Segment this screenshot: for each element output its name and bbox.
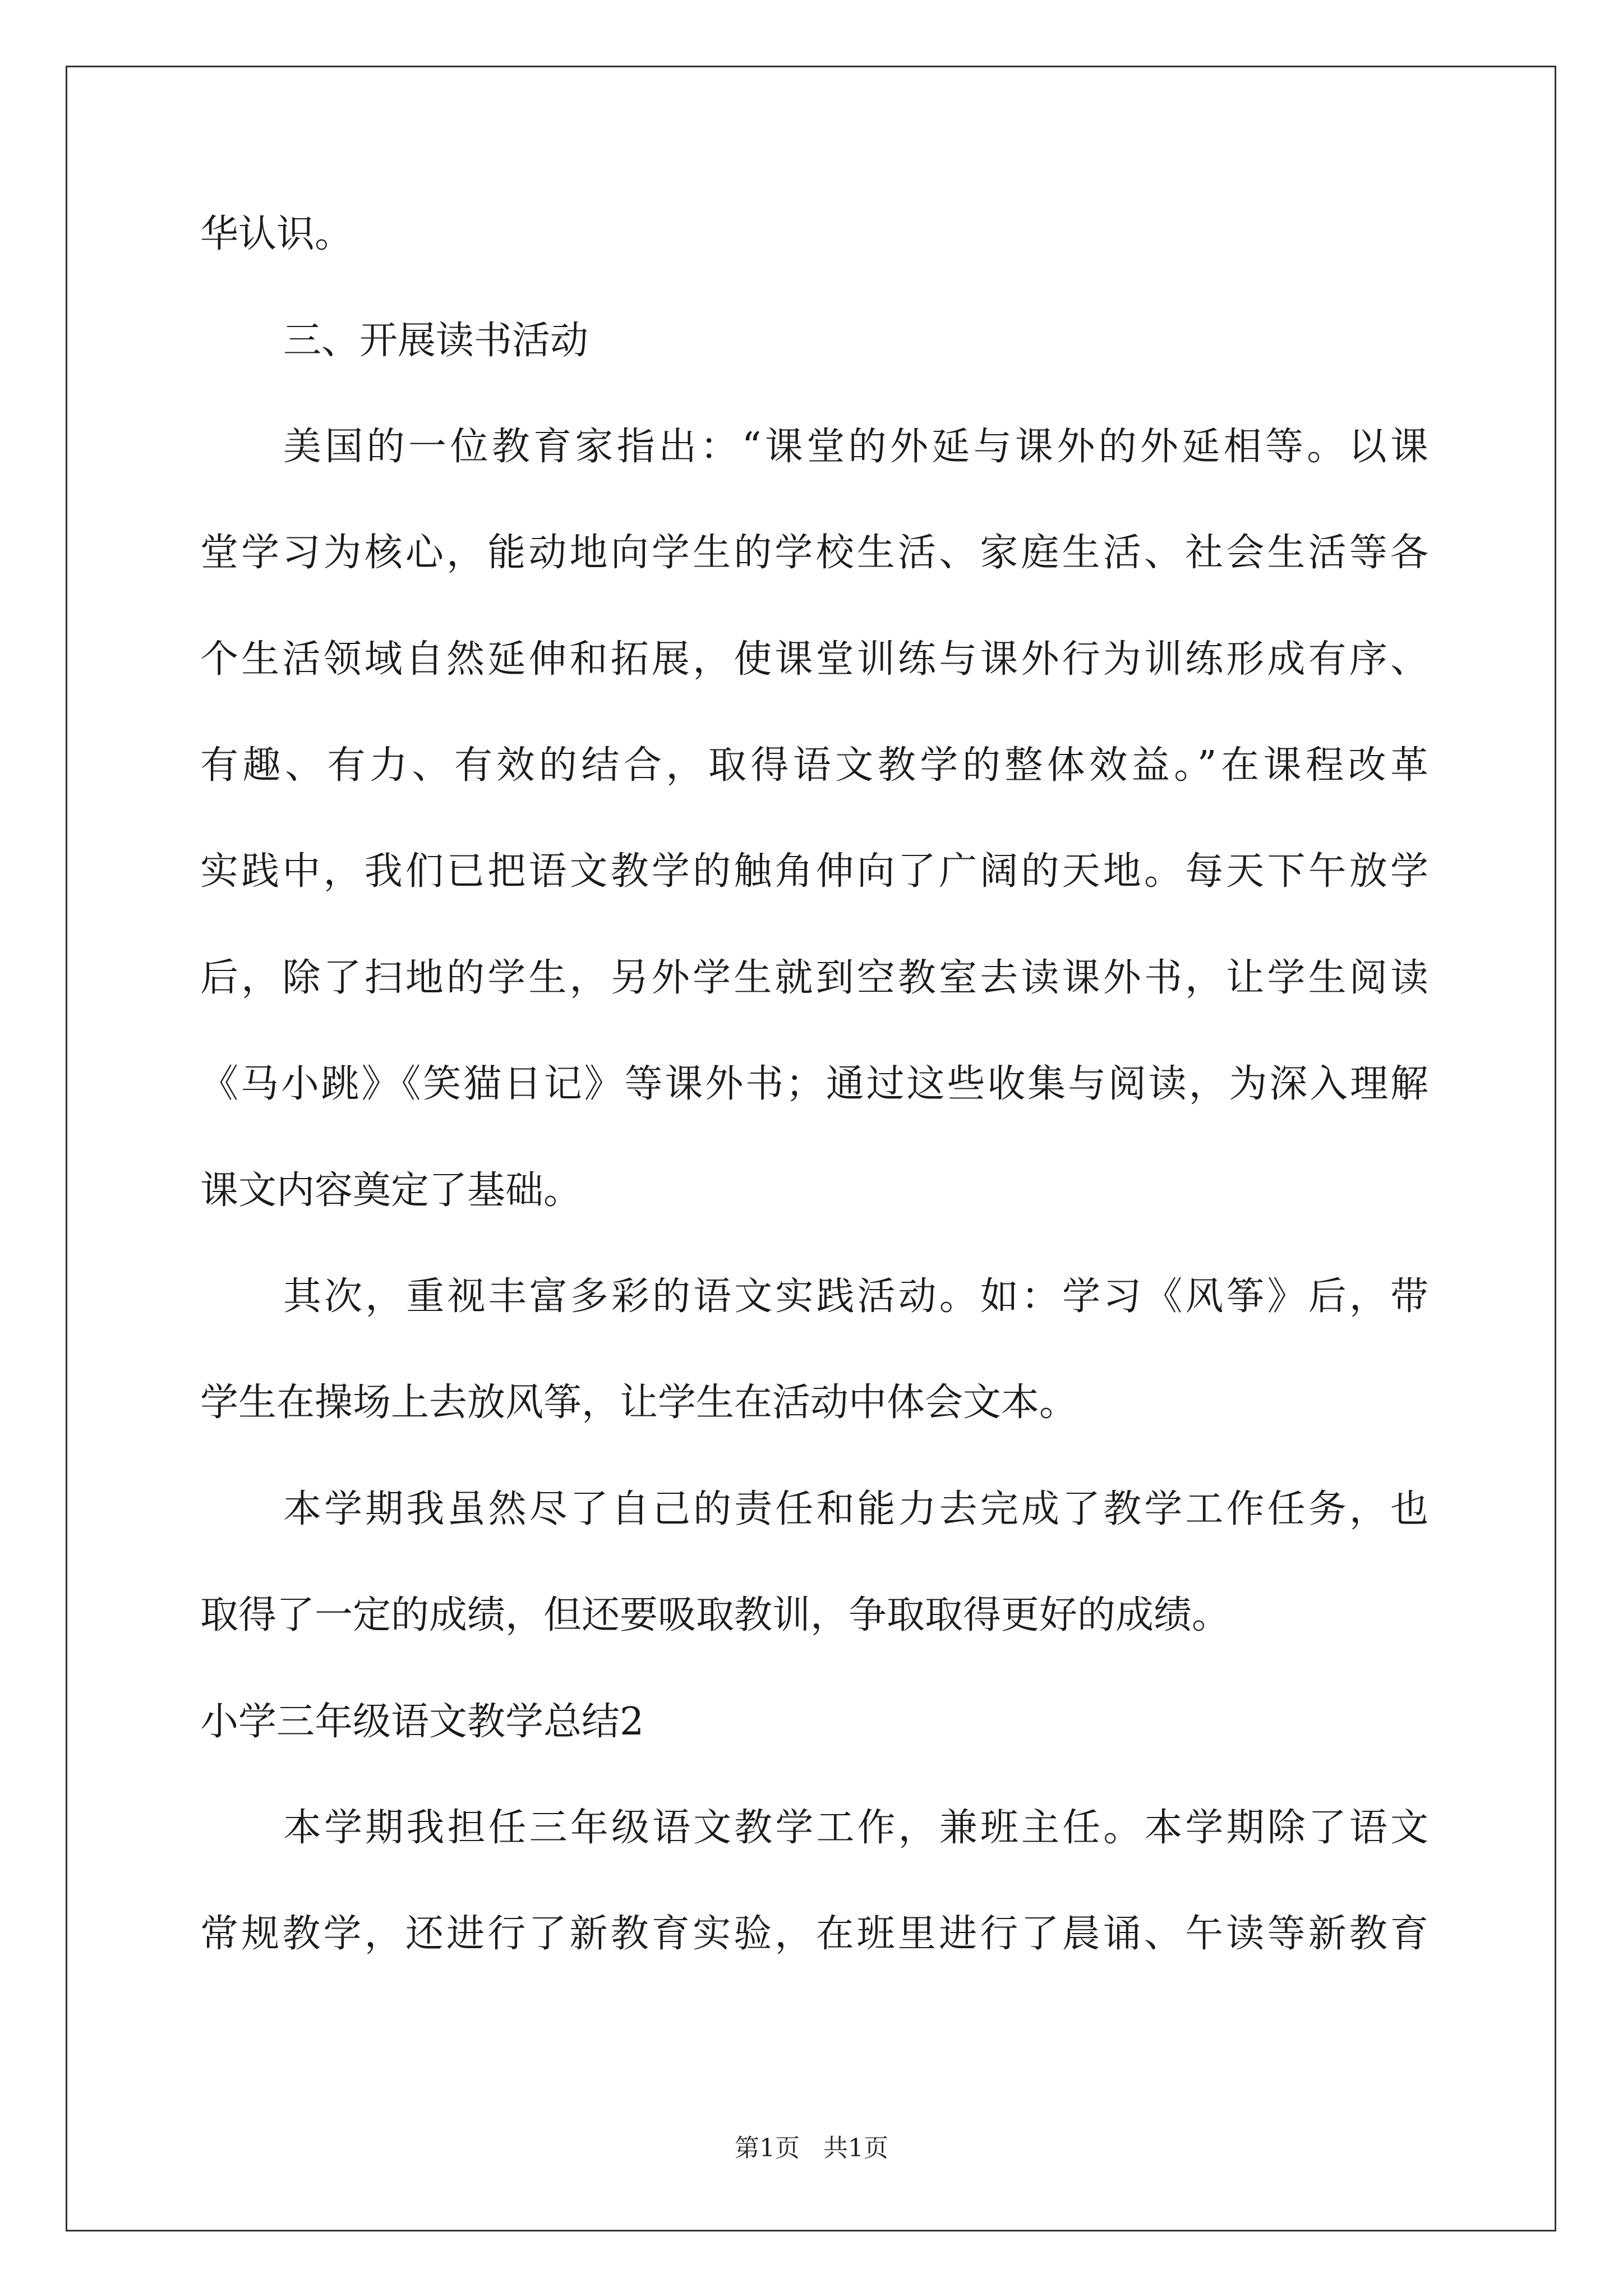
text-line: 堂学习为核心，能动地向学生的学校生活、家庭生活、社会生活等各 [200, 531, 1428, 575]
text-line: 其次，重视丰富多彩的语文实践活动。如：学习《风筝》后，带 [283, 1274, 1428, 1319]
text-line: 实践中，我们已把语文教学的触角伸向了广阔的天地。每天下午放学 [200, 849, 1428, 894]
text-line: 美国的一位教育家指出：“课堂的外延与课外的外延相等。以课 [283, 425, 1428, 469]
text-line: 《马小跳》《笑猫日记》等课外书；通过这些收集与阅读，为深入理解 [200, 1062, 1428, 1106]
section-title: 小学三年级语文教学总结2 [200, 1700, 644, 1744]
text-line: 本学期我虽然尽了自己的责任和能力去完成了教学工作任务，也 [283, 1487, 1428, 1531]
text-line: 取得了一定的成绩，但还要吸取教训，争取取得更好的成绩。 [200, 1593, 1230, 1637]
text-line: 有趣、有力、有效的结合，取得语文教学的整体效益。”在课程改革 [200, 743, 1428, 788]
page-border [66, 66, 1556, 2231]
text-line: 华认识。 [200, 212, 353, 256]
text-line: 本学期我担任三年级语文教学工作，兼班主任。本学期除了语文 [283, 1806, 1428, 1850]
section-heading: 三、开展读书活动 [283, 319, 589, 363]
text-line: 课文内容奠定了基础。 [200, 1168, 582, 1213]
page-number: 第1页 [735, 2134, 800, 2162]
page-total: 共1页 [823, 2134, 888, 2162]
text-line: 个生活领域自然延伸和拓展，使课堂训练与课外行为训练形成有序、 [200, 637, 1428, 682]
text-line: 后，除了扫地的学生，另外学生就到空教室去读课外书，让学生阅读 [200, 956, 1428, 1000]
page-footer [0, 2132, 1623, 2165]
text-line: 学生在操场上去放风筝，让学生在活动中体会文本。 [200, 1381, 1078, 1425]
text-line: 常规教学，还进行了新教育实验，在班里进行了晨诵、午读等新教育 [200, 1912, 1428, 1956]
